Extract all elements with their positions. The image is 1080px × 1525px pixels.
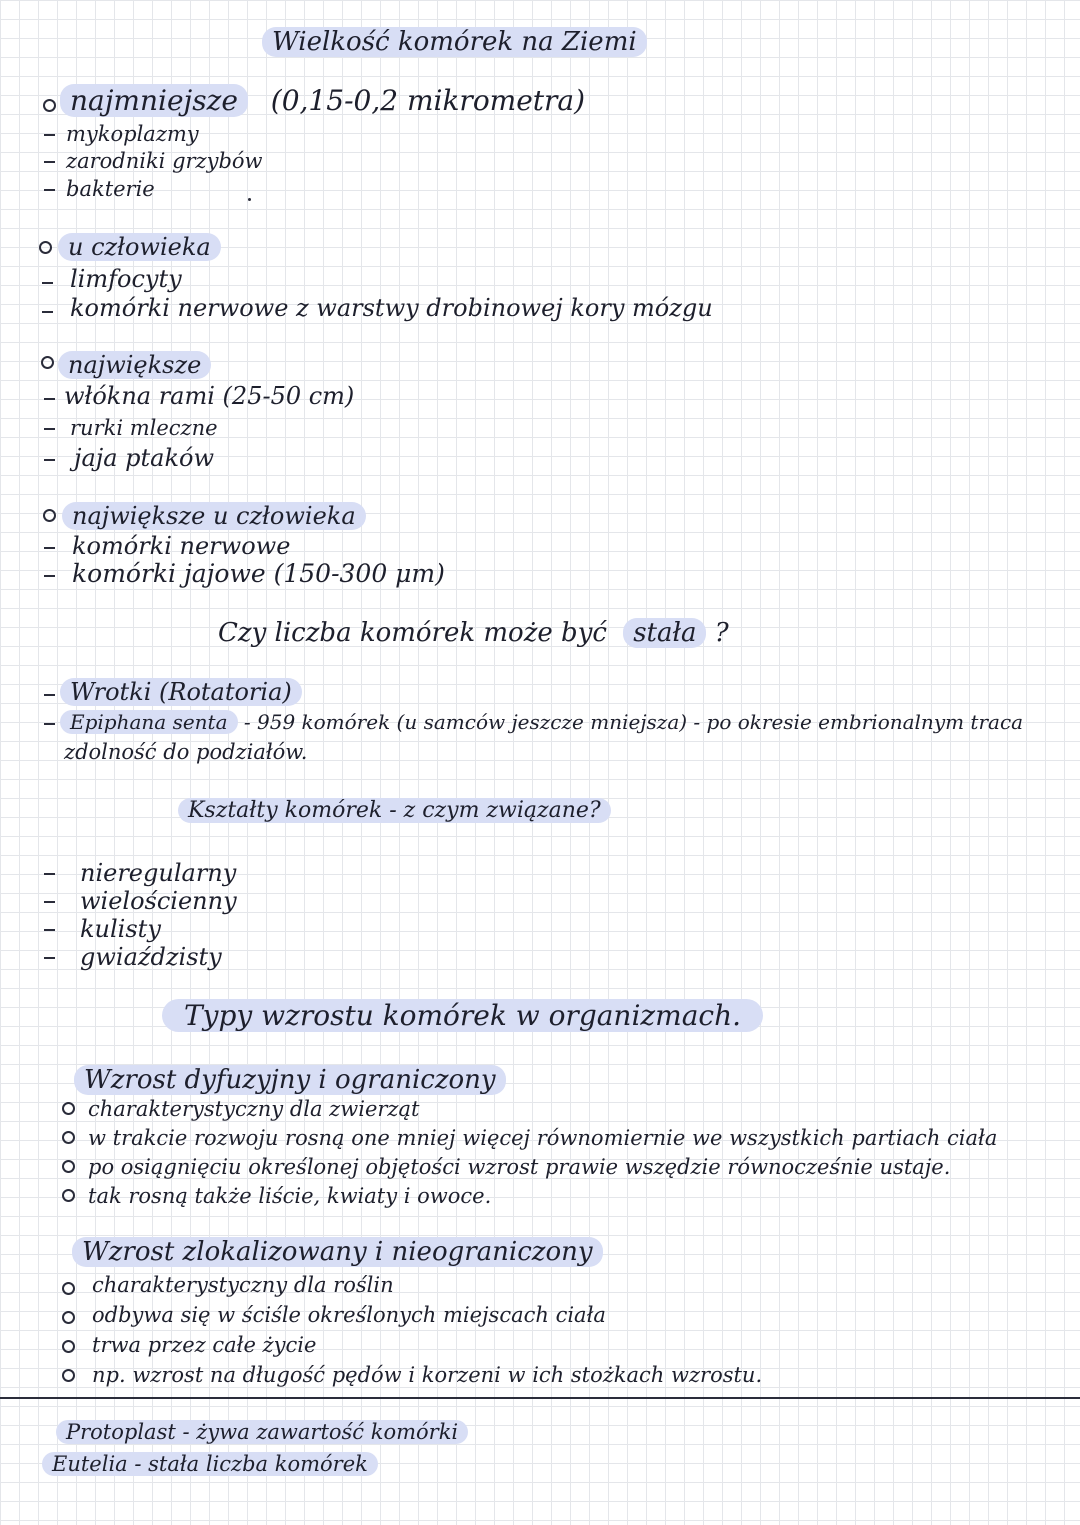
bullet-circle bbox=[62, 1131, 75, 1144]
dash bbox=[44, 161, 55, 163]
stray-dot bbox=[248, 198, 251, 201]
growth-types-heading: Typy wzrostu komórek w organizmach. bbox=[162, 999, 763, 1032]
localized-item: odbywa się w ściśle określonych miejscach ciała bbox=[92, 1303, 606, 1327]
page-title: Wielkość komórek na Ziemi bbox=[262, 27, 647, 57]
dash bbox=[44, 694, 55, 696]
dash bbox=[44, 459, 55, 461]
protoplast-line bbox=[56, 1417, 468, 1447]
dash bbox=[44, 929, 55, 931]
dash bbox=[44, 428, 55, 430]
diffuse-heading: Wzrost dyfuzyjny i ograniczony bbox=[74, 1065, 506, 1095]
largest-item: jaja ptaków bbox=[74, 444, 214, 472]
divider bbox=[0, 1397, 1080, 1399]
rotifers-line bbox=[60, 677, 302, 707]
localized-item: charakterystyczny dla roślin bbox=[92, 1273, 394, 1297]
eutely-line bbox=[42, 1449, 378, 1479]
largest-human-heading: największe u człowieka bbox=[62, 502, 366, 530]
question-mark: ? bbox=[714, 618, 729, 648]
bullet-circle bbox=[62, 1340, 75, 1353]
eutely-def: Eutelia - stała liczba komórek bbox=[42, 1452, 378, 1476]
bullet-circle bbox=[39, 241, 52, 254]
human-heading-line bbox=[58, 232, 221, 262]
largest-item: rurki mleczne bbox=[70, 416, 218, 440]
epiphana-line bbox=[60, 707, 1023, 737]
smallest-heading: najmniejsze bbox=[60, 84, 248, 117]
dash bbox=[44, 723, 55, 725]
diffuse-item: charakterystyczny dla zwierząt bbox=[88, 1097, 420, 1121]
diffuse-item: w trakcie rozwoju rosną one mniej więcej równomiernie we wszystkich partiach ciała bbox=[88, 1126, 998, 1150]
localized-item: np. wzrost na długość pędów i korzeni w ich stożkach wzrostu. bbox=[92, 1363, 763, 1387]
diffuse-item: tak rosną także liście, kwiaty i owoce. bbox=[88, 1184, 492, 1208]
bullet-circle bbox=[62, 1160, 75, 1173]
shape-item: nieregularny bbox=[80, 859, 237, 887]
shapes-heading-line bbox=[178, 796, 611, 826]
protoplast-def: Protoplast - żywa zawartość komórki bbox=[56, 1420, 468, 1444]
bullet-circle bbox=[43, 509, 56, 522]
smallest-item: mykoplazmy bbox=[66, 122, 199, 146]
epiphana-text: - 959 komórek (u samców jeszcze mniejsza) - po okresie embrionalnym traca bbox=[237, 710, 1024, 734]
largest-heading-line bbox=[58, 350, 211, 380]
question-line bbox=[218, 618, 729, 648]
growth-types-heading-line bbox=[162, 997, 763, 1035]
largest-item: włókna rami (25-50 cm) bbox=[64, 382, 355, 410]
dash bbox=[44, 189, 55, 191]
dash bbox=[42, 311, 53, 313]
epiphana-cont: zdolność do podziałów. bbox=[64, 740, 308, 764]
largest-heading: największe bbox=[58, 351, 211, 379]
dash bbox=[44, 547, 55, 549]
localized-heading: Wzrost zlokalizowany i nieograniczony bbox=[72, 1237, 603, 1267]
dash bbox=[44, 901, 55, 903]
smallest-item: zarodniki grzybów bbox=[66, 149, 263, 173]
human-item: komórki nerwowe z warstwy drobinowej kory mózgu bbox=[70, 294, 713, 322]
question-highlight: stała bbox=[623, 618, 706, 648]
largest-human-heading-line bbox=[62, 501, 366, 531]
question-text: Czy liczba komórek może być bbox=[218, 618, 607, 648]
shapes-heading: Kształty komórek - z czym związane? bbox=[178, 798, 611, 823]
smallest-heading-line bbox=[60, 86, 585, 116]
bullet-circle bbox=[62, 1311, 75, 1324]
dash bbox=[44, 398, 55, 400]
largest-human-item: komórki jajowe (150-300 μm) bbox=[72, 559, 445, 588]
shape-item: kulisty bbox=[80, 915, 161, 943]
dash bbox=[44, 575, 55, 577]
shape-item: wielościenny bbox=[80, 887, 237, 915]
epiphana-name: Epiphana senta bbox=[60, 710, 238, 734]
largest-human-item: komórki nerwowe bbox=[72, 532, 291, 560]
dash bbox=[44, 957, 55, 959]
rotifers-item: Wrotki (Rotatoria) bbox=[60, 678, 302, 706]
bullet-circle bbox=[62, 1189, 75, 1202]
bullet-circle bbox=[62, 1369, 75, 1382]
diffuse-heading-line bbox=[74, 1065, 506, 1095]
bullet-circle bbox=[43, 99, 56, 112]
human-item: limfocyty bbox=[70, 265, 182, 293]
bullet-circle bbox=[41, 356, 54, 369]
smallest-item: bakterie bbox=[66, 177, 155, 201]
dash bbox=[42, 282, 53, 284]
localized-heading-line bbox=[72, 1237, 603, 1267]
smallest-range: (0,15-0,2 mikrometra) bbox=[270, 84, 586, 117]
dash bbox=[44, 134, 55, 136]
human-heading: u człowieka bbox=[58, 233, 221, 261]
dash bbox=[44, 873, 55, 875]
diffuse-item: po osiągnięciu określonej objętości wzrost prawie wszędzie równocześnie ustaje. bbox=[88, 1155, 951, 1179]
localized-item: trwa przez całe życie bbox=[92, 1333, 317, 1357]
shape-item: gwiaździsty bbox=[80, 943, 222, 971]
bullet-circle bbox=[62, 1102, 75, 1115]
bullet-circle bbox=[62, 1282, 75, 1295]
